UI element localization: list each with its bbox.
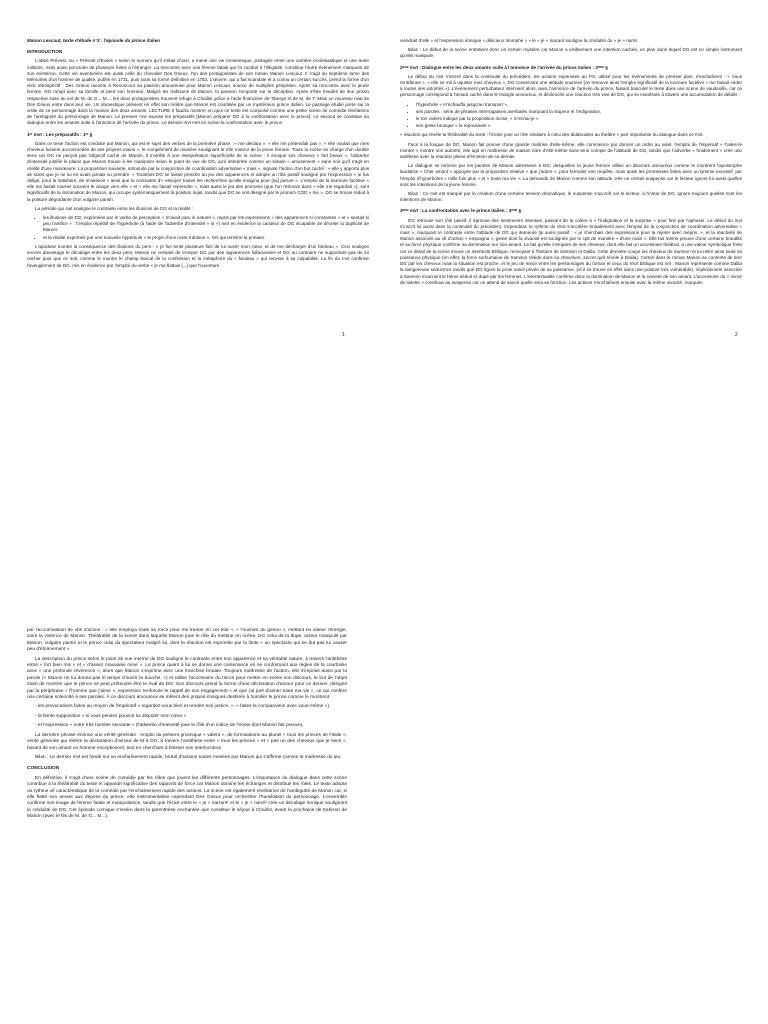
page-3-column xyxy=(27,628,347,821)
conclusion-heading: CONCLUSION xyxy=(27,766,60,772)
movement-1-paragraph-2: La période qui suit souligne le contraste entre les illusions de DG et la réalité : xyxy=(35,205,194,211)
page-2-right-column xyxy=(400,38,742,358)
movement-1-bullet-list xyxy=(27,215,369,241)
movement-2-bullet-list xyxy=(400,102,742,130)
prince-description-paragraph: La description du prince selon le point de vue interne de DG souligne le contraste entre son apparence et sa véritable nature, à travers l'antithèse entre « fort bien mis » et « d'assez mauvaise mine ». Le prince quant à lui se donne une contenance en se conformant aux règles de la courtoisie avec « une profonde révérence », alors que Manon s'exprime avec une franchise brutale. Toujours maîtresse de l'action, elle s'impose aussi par la parole (« Manon ne lui donna pas le temps d'ouvrir la bouche. ») et utilise l'accessoire du miroir pour mettre en scène son discours, le but de l'objet étant de montrer que le prince ne peut prétendre être le rival de DG. Son discours prend la forme d'une déclaration d'amour pour ce dernier, désigné par la périphrase « l'homme que j'aime », expression renforcée le rappel de son engagement « et que j'ai juré d'aimer toute ma vie », ce qui confère une certaine solennité à ses paroles. À ce discours amoureux se mêlent des propos ironiques destinés à humilier le prince comme le montrent xyxy=(27,656,347,701)
document-title: Manon Lescaut, texte d'étude n°3 : l'épisode du prince italien xyxy=(27,38,160,43)
movement-3-heading: 3ᵉᵐᵉ mvt : La confrontation avec le prince italien : 3ᵉᵐᵉ § xyxy=(400,208,522,214)
movement-2-paragraph-3: Face à la fougue de DG, Manon fait preuve d'une grande maîtrise d'elle-même, elle commence par donner un ordre au valet, l'emploi de l'impératif « Faites-le monter » montre son autorité, elle agit en maîtresse de maison sûre d'elle-même sans tenir compte de l'attitude de DG, tandis que l'adverbe « froidement » crée une antithèse avec la réaction pleine d'émotion de ce dernier. xyxy=(400,141,742,160)
list-item: • le ton violent indiqué par la proposition incise, « m'écriai-je » xyxy=(416,116,742,122)
page-2-continuation: viendrait d'elle » et l'expression ironique « délicieux triomphe » » le « je » narrant souligne la crédulité du « je » narré. xyxy=(400,38,639,43)
movement-2-heading: 2ᵉᵐᵉ mvt : Dialogue entre les deux amants suite à l'annonce de l'arrivée du prince italien : 2ᵉᵐᵉ § xyxy=(400,64,608,70)
page-3 xyxy=(27,628,741,1020)
movement-1-paragraph-3: L'apodose montre la conséquence des illusions du pers : « je fus tenté plusieurs fois de lui ouvrir mon cœur, et de me décharger d'un fardeau ». Ceci souligne encore davantage le décalage entre les deux pers, Manon ne cessant de tromper DG par des apparences fallacieuses et DG au contraire ne supportant pas de lui cacher quoi que ce soit, comme le montre le champ lexical de la confession et la métaphore du « fardeau » qui renvoie à sa culpabilité. La fin du mvt confirme l'aveuglement de DG, mis en évidence par l'emploi du verbe « je me flattais [...] que l'ouverture xyxy=(27,243,369,268)
list-item: • ses paroles : série de phrases interrogatives averbales marquant la stupeur et l'indignation, xyxy=(416,109,742,115)
movement-1-paragraph-1: Dans ce texte l'action est conduite par Manon, qui est le sujet des verbes de la première phase : « me déclara », « elle me prétendait pas », « elle voulait que mes cheveux fussent accommodés de ses propres mains », le complément de manière soulignant le rôle moteur de la jeune femme. Toute la scène se charge d'un double sens car DG ne perçoit pas l'objectif caché de Manon, il s'arrête à une interprétation superficielle de la scène : il évoque ses cheveux « fort beaux », l'adverbe d'intensité justifie le plaisir que Manon trouve à les manipuler selon le point de vue de DG, qu'il interprète comme un simple « amusement » sans voir qu'il s'agit en réalité d'une manœuvre. La proposition suivante, introduite par la conjonction de coordination adversative « mais », signale l'indice d'un but caché : « elle y apporta plus de soins que je ne lui en avais jamais vu prendre. » Toutefois DG se laisse prendre au jeu des apparences et adopte un rôle passif souligné par l'expression « je fus obligé, pour la satisfaire, de m'asseoir » ainsi que la contrainte d'« essuyer toutes les recherches qu'elle imagina pour [sa] parure ». L'emploi de la tournure factitive « elle me faisait tourner souvent le visage vers elle » et « elle me faisait reprendre », mais aussi le jeu des pronoms (que l'on retrouve dans « elle me regardait »), sont significatifs de la domination de Manon, qui occupe systématiquement la position sujet, tandis que DG se voit désigné par le pronom COD « me ». DG se trouve réduit à la posture dégradante d'un vulgaire pantin. xyxy=(27,140,369,202)
list-item: • son geste brusque « la repoussant ». xyxy=(416,123,742,129)
introduction-heading: INTRODUCTION xyxy=(27,49,63,55)
movement-3-paragraph-1: DG retrouve son rôle passif, il éprouve des sentiments intenses, passant de la colère à « l'indignation et la surprise » pour finir par l'aphasie. Le début du mvt s'inscrit lui aussi dans la continuité du précédent. Cependant, le rythme du récit s'accélère brutalement avec l'emploi de la conjonction de coordination adversative « mais », marquant le contraste entre l'attitude de DG qui demeure tjs aussi passif : « je cherchais des expressions pour la rejeter avec mépris. », et la réactivité de Manon associée au vb d'action « empoigna », geste dont la vivacité est soulignée par le cplt de manière « d'une main ». Elle fait même preuve d'une certaine brutalité et sa force physique confirme sa domination sur son amant. Le fait qu'elle s'empare de ses cheveux, dont elle fait un accessoire théâtral, a une valeur symbolique forte car ce détail de la scène trouve un intertexte biblique, renvoyant à l'histoire de Samson et Dalila. Cette dernière coupe les cheveux de Samson et lui retire ainsi toute sa puissance physique (en effet, la force surhumaine de Samson réside dans sa chevelure, secret qu'il révèle à Dalila). Certes dans le roman Manon se contente de tirer DG par les cheveux mais la situation est proche, et le jeu de miroir entre les personnages du roman et ceux du récit biblique est net : Manon représente comme Dalila la dangereuse séductrice tandis que DG figure la proie naïve privée de sa puissance, (et il se trouve en effet dans une posture très vulnérable), implicitement associée à Samson incarnant le héros séduit et dupé par les femmes. L'intertextualité confirme donc la domination de Manon et la naïveté de son amant. L'accessoire du « miroir de toilette » contribue au suspense car on attend de savoir quelle sera sa fonction. Les actions s'enchaînent ensuite avec la même vivacité, marquée xyxy=(400,217,742,285)
bilan-2: Bilan : Ce mvt est marqué par la création d'une certaine tension dramatique, le suspense s'accroît car le lecteur, à l'instar de DG, ignore toujours quelles sont les intentions de Manon. xyxy=(400,191,742,203)
introduction-paragraph: L'abbé Prévost, ou « Prévost d'Exiles » selon le surnom qu'il s'était choisi, a mené une vie romanesque, partagée entre une carrière ecclésiastique et une autre militaire, mais aussi ponctuée de plusieurs fuites à l'étranger. La rencontre avec une femme fatale qui l'a conduit à l'illégalité, constitue l'autre événement marquant de son existence. Cette vie aventurière est aussi celle du chevalier Des Grieux, l'un des protagonistes de son roman Manon Lescaut. Il s'agit du septième tome des Mémoires d'un homme de qualité, publié en 1731, puis sous sa forme définitive en 1753. L'œuvre, qui a fait scandale et a connu un certain succès, prend la forme d'un récit rétrospectif : Des Grieux raconte à Renoncour sa passion amoureuse pour Manon Lescaut, source de multiples péripéties. Après sa rencontre avec la jeune femme, DG rompt avec sa famille et perd son honneur. Malgré les trahisons de Manon, la passion l'emporte sur la déception. Après s'être évadés de leur prison respective suite au vol de M. de G... M..., les deux protagonistes trouvent refuge à Chaillot grâce à l'aide financière de Tiberge et de M. de T. Mais un nouveau rival de Des Grieux entre dans leur vie. Un domestique prévient en effet son maître que Manon est courtisée par un mystérieux prince italien. Le passage étudié porte sur la visite de ce personnage dans la maison des deux amants. LECTURE Il faudra montrer en quoi ce texte est composé comme une petite scène de comédie révélatrice de l'ambiguïté du personnage de Manon. Le premier mvt expose les préparatifs [Manon préparer DG à la confrontation avec le prince]. Le second se constitue du dialogue entre les amants suite à l'annonce de l'arrivée du prince. Le dernier mvt met en scène la confrontation avec le prince. xyxy=(27,58,369,126)
list-item: • et la réalité exprimée par une nouvelle hyperbole « le projet d'une noire trahison », GN qui termine la protase. xyxy=(43,235,369,241)
movement-2-paragraph-4: Le dialogue se termine par les paroles de Manon adressées à DG, desquelles la jeune femme utilise un discours amoureux comme le montrent l'apostrophe laudative « Cher amant » appuyée par la proposition relative « que j'adore », pour formuler une requête, mais aussi les promesses faites avec un lyrisme excessif, par l'emploi d'hyperboles « mille fois plus » et « toute ma vie ». La demande de Manon comme son attitude crée un certain suspense car le lecteur ignore lui aussi quelles sont les intentions de la jeune femme. xyxy=(400,163,742,187)
page-number: 1 xyxy=(342,332,345,338)
general-truth-paragraph: La dernière phrase énonce une vérité générale : emploi du présent gnomique « valent », de formulations au pluriel « tous les princes de l'Italie », vérité générale qui réitère la déclaration d'amour de M à DG, à travers l'antithèse entre « tous les princes » et « pas un des cheveux que je tiens », faisant de son amant un homme exceptionnel, tout en cherchant à blesser son interlocuteur. xyxy=(27,732,347,751)
bilan-3: Bilan : Le dernier mvt est fondé sur un enchaînement rapide, brutal d'actions toutes menées par Manon qui s'affirme comme la maîtresse du jeu. xyxy=(35,754,342,760)
bilan-1: Bilan : Le début de la scène entretient donc un certain mystère car Manon a visiblement une intention cachée, un plan dans lequel DG est un simple instrument qu'elle manipule. xyxy=(400,47,742,59)
movement-2-paragraph-1: Le début du mvt s'inscrit dans la continuité du précédent, les actions exprimées au PS, utilisé pour les événements de premier plan, s'enchaînent : « nous rentrâmes », « elle se mit à rajuster mes cheveux », DG conservant une attitude soumise (on retrouve ainsi l'emploi significatif de la tournure factitive « me faisait céder à toutes ses volontés »). L'événement perturbateur intervient alors, avec l'annonce de l'arrivée du prince, faisant basculer le texte dans une scène de vaudeville, car ce personnage correspond à l'amant caché dans le triangle amoureux, et déclenche une réaction très vive de DG, qui se manifeste à travers une accumulation de détails : xyxy=(400,73,742,98)
conclusion-paragraph: En définitive, il s'agit d'une scène de comédie par les rôles que jouent les différents personnages. L'importance du dialogue dans cette scène contribue à la théâtralité du texte et apparaît significative des rapports de force car Manon domine les échanges et distribue les rôles. Le texte adopte un rythme vif caractéristique de la comédie par l'enchaînement rapide des actions. La scène est également révélatrice de l'ambiguïté de Manon car, si elle flatte son amant aux dépens du prince, elle instrumentalise cependant Des Grieux pour orchestrer l'humiliation du personnage. L'ensemble confirme son image de femme fatale et manipulatrice, tandis que l'écart entre le « je » narrant¹ et le « je » narré² crée un décalage ironique soulignant la crédulité de DG. Cet épisode comique s'insère dans la parenthèse enchantée que constitue le séjour à Chaillot, avant la prochaine de trahison de Manon (avec le fils de M. de G... M...). xyxy=(27,775,347,820)
list-item: • l'hyperbole « m'échauffa jusqu'au transport », xyxy=(416,102,742,108)
page-3-continuation: par l'accumulation de vbs d'action : « elle employa toute sa force pour me traîner en cet état », « l'ouvrant du genou », mettant en valeur l'énergie, voire la violence de Manon. Théâtralité de la scène dans laquelle Manon joue le rôle du metteur en scène, DG celui de la dupe, acteur manipulé par Manon, vulgaire pantin et le prince celui du spectateur malgré lui, dont la réaction est exprimée par la litote « un spectacle qui ne dut pas lui causer peu d'étonnement ». xyxy=(27,628,347,653)
irony-item-3: - et l'expression « votre très humble servante » (l'adverbe d'intensité joue le rôle d'un indice de l'ironie dont Manon fait preuve). xyxy=(35,723,304,729)
irony-item-1: - les provocations faites au moyen de l'impératif « regardez-vous bien et rendez-moi justice. », « faites la comparaison avec vous-même »), xyxy=(35,704,331,710)
page-number: 2 xyxy=(735,332,738,338)
movement-1-heading: 1ᵉʳ mvt : Les préparatifs : 1ᵉʳ § xyxy=(27,131,93,137)
irony-item-2: - la feinte supposition « si vous pensez pouvoir lui disputer mon cœur » xyxy=(35,713,187,719)
page-1-left-column xyxy=(27,38,369,358)
movement-2-paragraph-2: « réaction qui révèle la théâtralité du texte : l'incise joue un rôle similaire à celui des didascalies au théâtre » part importante du dialogue dans ce mvt. xyxy=(400,132,704,138)
list-item: • les illusions de DG, exprimées par le verbe de perception « m'avait paru si naturel », repris par les expressions « des apparences si constantes » et « sentait si peu l'artifice » : l'emploi répétitif de l'hyperbole (à l'aide de l'adverbe d'intensité « si ») met en évidence la candeur de DG incapable de déceler la duplicité de Manon xyxy=(43,215,369,234)
